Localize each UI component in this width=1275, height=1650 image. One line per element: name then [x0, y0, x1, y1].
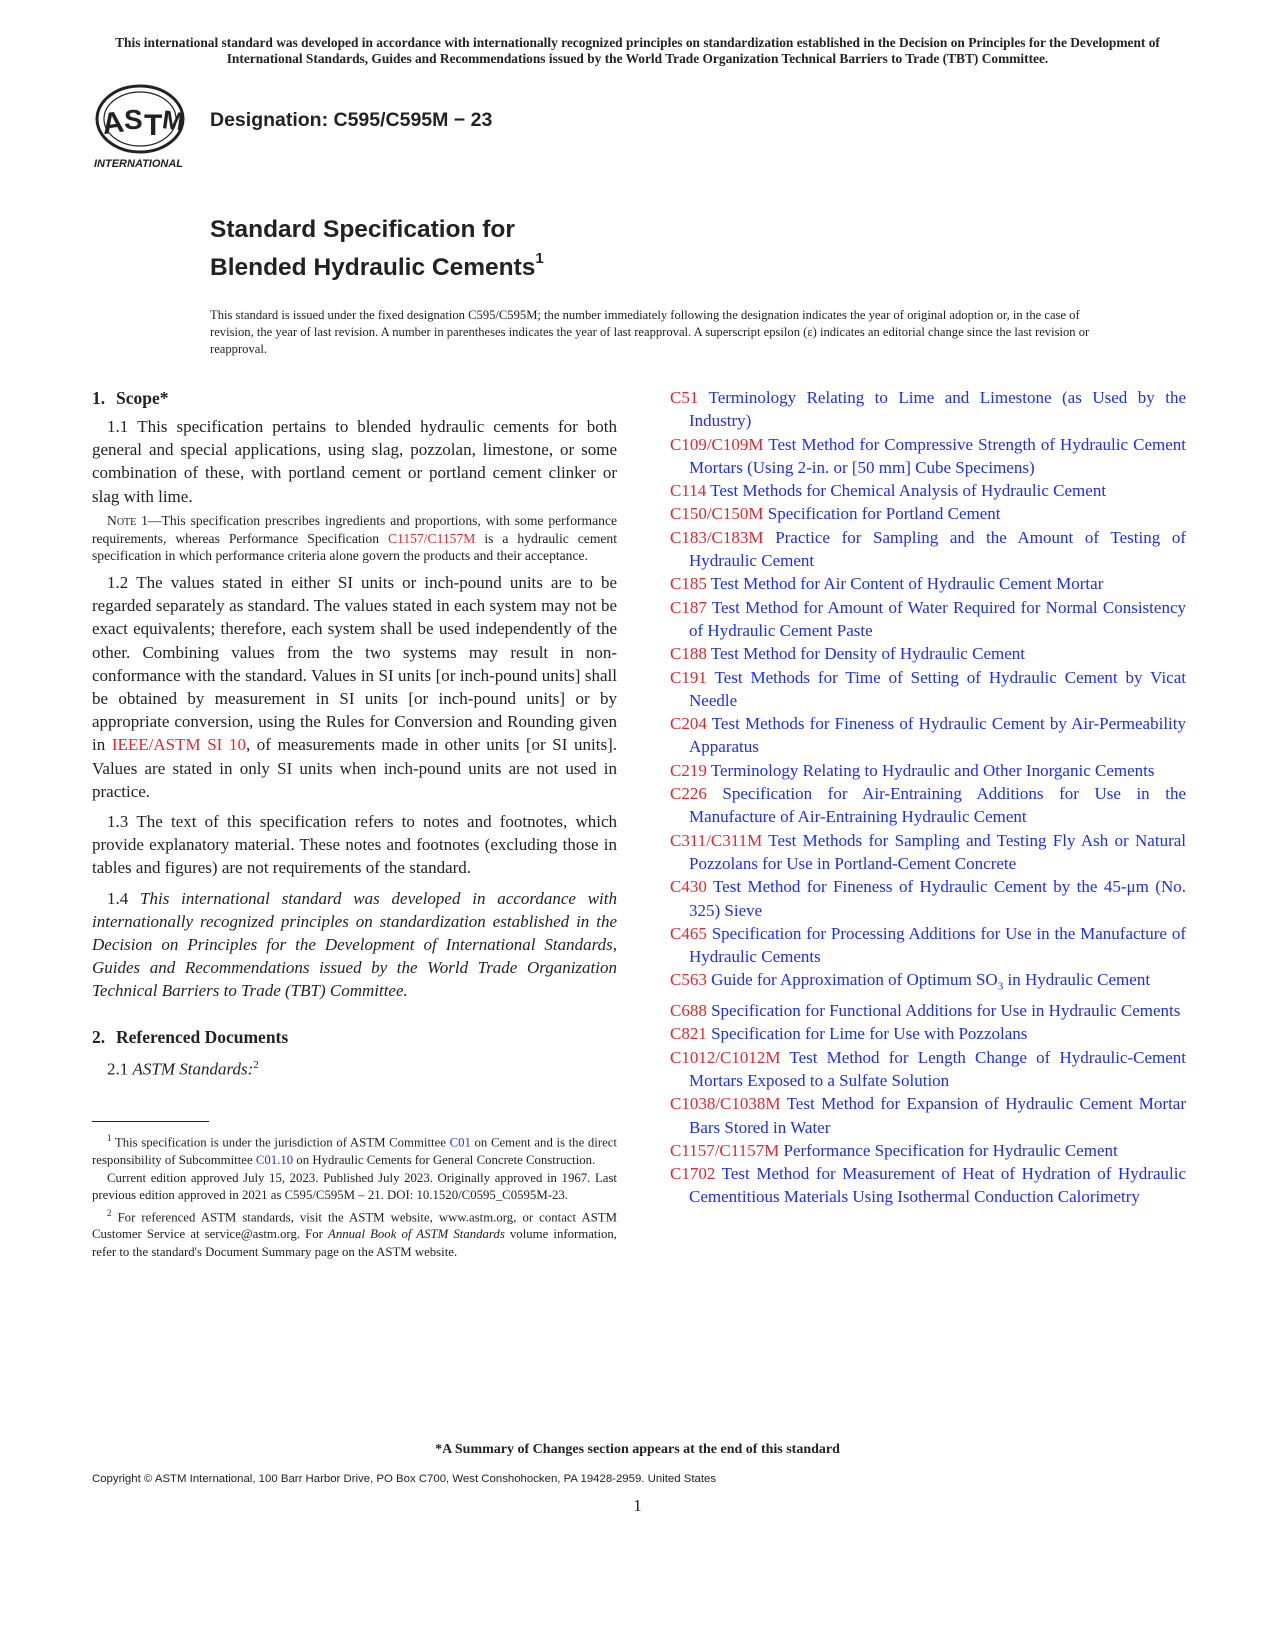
link-ieee-astm-si10[interactable]: IEEE/ASTM SI 10: [111, 735, 246, 755]
reference-item[interactable]: C465 Specification for Processing Additions for Use in the Manufacture of Hydraulic Cements: [670, 923, 1186, 967]
reference-item[interactable]: C1038/C1038M Test Method for Expansion of Hydraulic Cement Mortar Bars Stored in Water: [670, 1094, 1186, 1137]
summary-of-changes-notice: *A Summary of Changes section appears at the end of this standard: [435, 1442, 840, 1457]
reference-item[interactable]: C311/C311M Test Methods for Sampling and Testing Fly Ash or Natural Pozzolans for Use in Portland-Cement Concrete: [670, 830, 1186, 873]
footnotes: [92, 1121, 617, 1261]
section-1-heading: 1. Scope*: [92, 388, 169, 408]
document-title: [210, 214, 544, 284]
reference-item[interactable]: C1702 Test Method for Measurement of Heat of Hydration of Hydraulic Cementitious Materials Using Isothermal Conduction Calorimetry: [670, 1164, 1186, 1207]
svg-text:M: M: [160, 104, 187, 137]
note-1: Note 1—This specification prescribes ingredients and proportions, with some performance requirements, whereas Performance Specification C1157/C1157M is a hydraulic cement specification in which performance criteria alone govern the products and their acceptance.: [92, 512, 618, 564]
reference-item[interactable]: C688 Specification for Functional Additions for Use in Hydraulic Cements: [670, 1001, 1181, 1021]
link-committee-c01[interactable]: C01: [449, 1135, 471, 1150]
paragraph-1-4: 1.4 This international standard was developed in accordance with internationally recognized principles on standardization established in the Decision on Principles for the Development of International Standards, Guides and Recommendations issued by the World Trade Organization Technical Barriers to Trade (TBT) Committee.: [92, 888, 617, 1001]
reference-item[interactable]: C114 Test Methods for Chemical Analysis of Hydraulic Cement: [670, 481, 1107, 501]
top-notice: This international standard was developed in accordance with internationally recognized principles on standardization established in the Decision on Principles for the Development of International Standards, Guides and Recommendations issued by the World Trade Organization Technical Barriers to Trade (TBT) Committee.: [115, 35, 1160, 66]
reference-item[interactable]: C430 Test Method for Fineness of Hydraulic Cement by the 45-μm (No. 325) Sieve: [670, 877, 1186, 920]
paragraph-1-1: 1.1 This specification pertains to blended hydraulic cements for both general and special applications, using slag, pozzolan, limestone, or some combination of these, with portland cement or portland cement clinker or slag with lime.: [92, 417, 618, 506]
svg-text:A: A: [99, 105, 126, 142]
svg-text:S: S: [124, 104, 143, 135]
title-line-2: Blended Hydraulic Cements$^1$: [210, 250, 544, 282]
left-column: [92, 386, 617, 1261]
reference-item[interactable]: C188 Test Method for Density of Hydraulic Cement: [670, 644, 1025, 664]
paragraph-2-1: 2.1 ASTM Standards:$^2$: [107, 1058, 259, 1079]
paragraph-1-3: 1.3 The text of this specification refers to notes and footnotes, which provide explanatory material. These notes and footnotes (excluding those in tables and figures) are not requirements of the standard.: [92, 811, 618, 878]
footnote-1: $^1$ This specification is under the jurisdiction of ASTM Committee C01 on Cement and is the direct responsibility of Subcommittee C01.10 on Hydraulic Cements for General Concrete Construction.: [92, 1133, 617, 1168]
designation: Designation: C595/C595M − 23: [210, 109, 493, 131]
footnote-rule: [92, 1121, 209, 1122]
title-footnote-mark: 1: [535, 250, 544, 267]
page-number: 1: [633, 1496, 642, 1515]
footnote-2: $^2$ For referenced ASTM standards, visit the ASTM website, www.astm.org, or contact ASTM Customer Service at service@astm.org. For Annual Book of ASTM Standards volume information, refer to the standard's Document Summary page on the ASTM website.: [92, 1207, 618, 1259]
reference-item[interactable]: C204 Test Methods for Fineness of Hydraulic Cement by Air-Permeability Apparatus: [670, 714, 1186, 757]
reference-item[interactable]: C563 Guide for Approximation of Optimum $SO_3$ in Hydraulic Cement: [670, 970, 1151, 993]
section-2-heading: 2. Referenced Documents: [92, 1026, 289, 1047]
reference-item[interactable]: C219 Terminology Relating to Hydraulic and Other Inorganic Cements: [670, 760, 1155, 780]
reference-item[interactable]: C1012/C1012M Test Method for Length Change of Hydraulic-Cement Mortars Exposed to a Sulfate Solution: [670, 1047, 1186, 1090]
astm-logo: [92, 83, 192, 171]
reference-item[interactable]: C109/C109M Test Method for Compressive Strength of Hydraulic Cement Mortars (Using 2-in. or [50 mm] Cube Specimens): [670, 434, 1186, 477]
title-line-1: Standard Specification for: [210, 216, 515, 243]
astm-logo-icon: [92, 83, 192, 171]
reference-item[interactable]: C150/C150M Specification for Portland Cement: [670, 504, 1001, 524]
reference-item[interactable]: C821 Specification for Lime for Use with Pozzolans: [670, 1024, 1028, 1044]
footnote-1-edition: Current edition approved July 15, 2023. Published July 2023. Originally approved in 1967. Last previous edition approved in 2021 as C595/C595M – 21. DOI: 10.1520/C0595_C0595M-23.: [92, 1170, 617, 1203]
reference-item[interactable]: C1157/C1157M Performance Specification for Hydraulic Cement: [670, 1140, 1118, 1160]
reference-item[interactable]: C185 Test Method for Air Content of Hydraulic Cement Mortar: [670, 574, 1104, 594]
issued-note: This standard is issued under the fixed designation C595/C595M; the number immediately following the designation indicates the year of original adoption or, in the case of revision, the year of last revision. A number in parentheses indicates the year of last reapproval. A superscript epsilon (ε) indicates an editorial change since the last revision or reapproval.: [210, 308, 1090, 356]
svg-text:INTERNATIONAL: INTERNATIONAL: [94, 158, 184, 170]
paragraph-1-2: 1.2 The values stated in either SI units or inch-pound units are to be regarded separately as standard. The values stated in each system may not be exact equivalents; therefore, each system shall be used independently of the other. Combining values from the two systems may result in non-conformance with the standard. Values in SI units [or inch-pound units] shall be obtained by measurement in SI units [or inch-pound units] or by appropriate conversion, using the Rules for Conversion and Rounding given in IEEE/ASTM SI 10, of measurements made in other units [or SI units]. Values are stated in only SI units when inch-pound units are not used in practice.: [92, 572, 617, 801]
reference-item[interactable]: C191 Test Methods for Time of Setting of Hydraulic Cement by Vicat Needle: [670, 667, 1186, 710]
link-subcommittee-c01-10[interactable]: C01.10: [255, 1153, 294, 1168]
reference-item[interactable]: C51 Terminology Relating to Lime and Limestone (as Used by the Industry): [670, 388, 1186, 431]
reference-item[interactable]: C226 Specification for Air-Entraining Additions for Use in the Manufacture of Air-Entraining Hydraulic Cement: [670, 784, 1186, 827]
svg-text:T: T: [144, 109, 163, 142]
link-c1157[interactable]: C1157/C1157M: [388, 530, 476, 546]
reference-item[interactable]: C183/C183M Practice for Sampling and the Amount of Testing of Hydraulic Cement: [670, 527, 1187, 571]
copyright: Copyright © ASTM International, 100 Barr Harbor Drive, PO Box C700, West Conshohocken, PA 19428-2959. United States: [92, 1473, 717, 1485]
reference-item[interactable]: C187 Test Method for Amount of Water Required for Normal Consistency of Hydraulic Cement Paste: [670, 597, 1186, 640]
referenced-documents-list: [670, 386, 1186, 1209]
